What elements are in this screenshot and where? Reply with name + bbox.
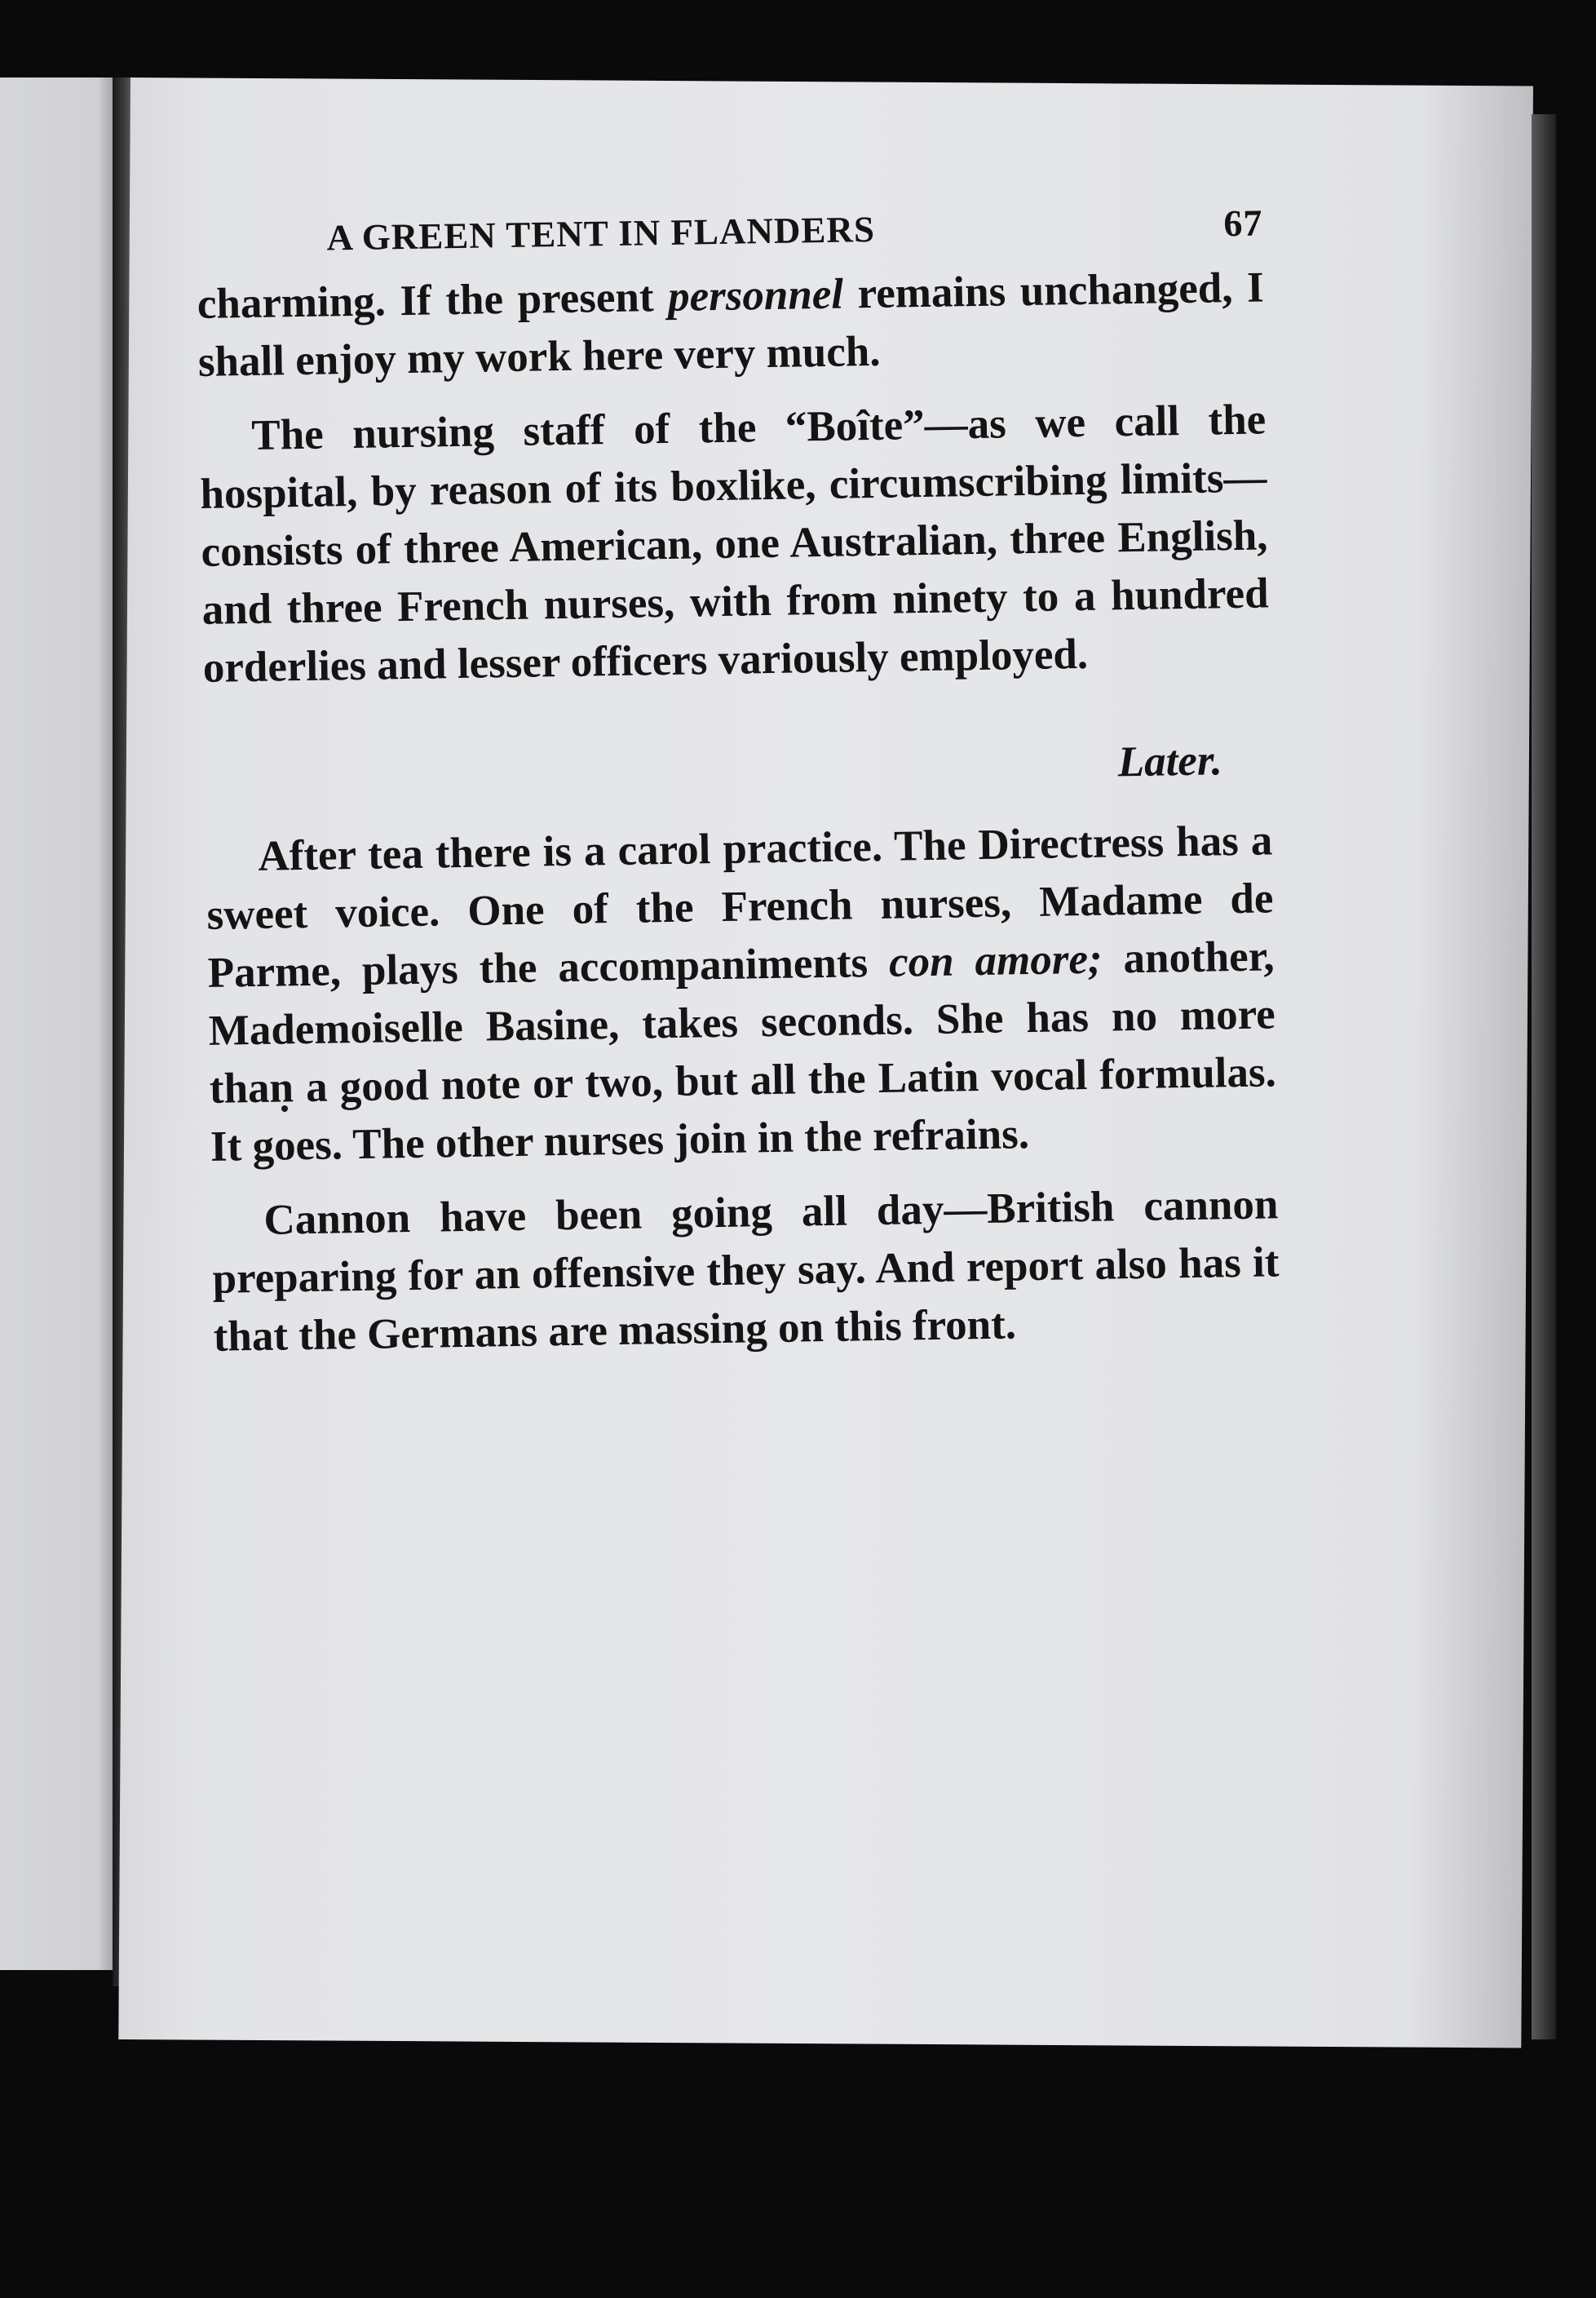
paragraph-carol-practice: After tea there is a carol practice. The Directress has a sweet voice. One of the French nurses, Madame de Parme, plays the accompaniments con amore; another, Mademoiselle Basine, takes seconds. She has no more than a good note or two, but all the Latin vocal formulas. It goes. The other nurses join in the refrains.: [206, 817, 1277, 1171]
paragraph-continuation: charming. If the present personnel remains unchanged, I shall enjoy my work here very much.: [197, 263, 1265, 386]
dateline: Later.: [1117, 737, 1223, 786]
paragraph-cannon: Cannon have been going all day—British cannon preparing for an offensive they say. And report also has it that the Germans are massing on this front.: [212, 1180, 1280, 1361]
running-title: A GREEN TENT IN FLANDERS: [326, 208, 876, 259]
paragraph-nursing-staff: The nursing staff of the “Boîte”—as we call the hospital, by reason of its boxlike, circumscribing limits—consists of three American, one Australian, three English, and three French nurses, with from ninety to a hundred orderlies and lesser officers variously employed.: [200, 396, 1269, 692]
page-text: [196, 193, 1280, 1366]
facing-page-edge: [0, 77, 122, 1970]
page-right-edge: [1532, 114, 1556, 2039]
page-number: 67: [1223, 201, 1263, 245]
